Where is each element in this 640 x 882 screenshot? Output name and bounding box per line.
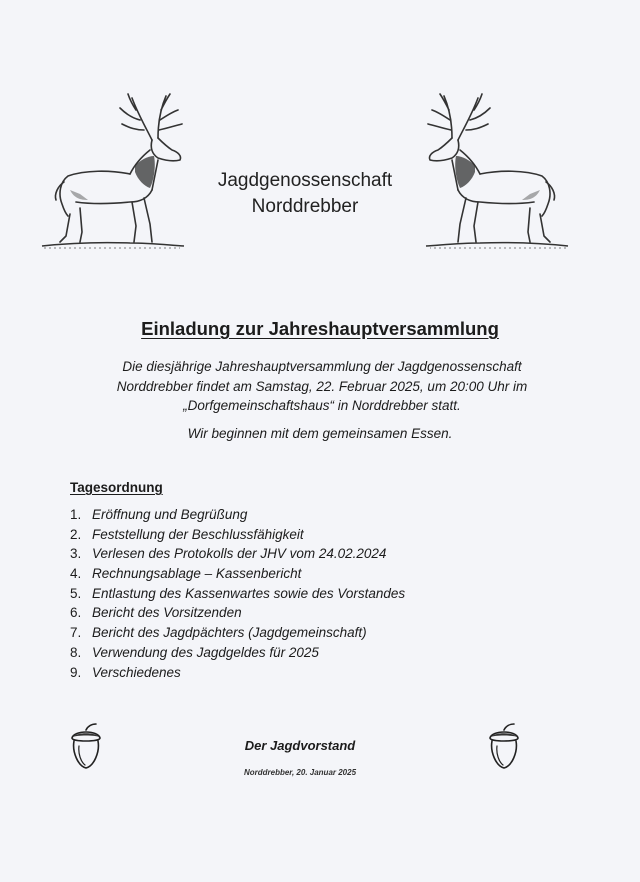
meal-note: Wir beginnen mit dem gemeinsamen Essen. — [187, 426, 453, 441]
agenda-item — [70, 663, 405, 683]
intro-line-3: „Dorfgemeinschaftshaus“ in Norddrebber statt. — [183, 398, 461, 413]
agenda-item-text: Entlastung des Kassenwartes sowie des Vorstandes — [92, 585, 406, 601]
agenda-item — [70, 603, 405, 623]
agenda-item-text: Verwendung des Jagdgeldes für 2025 — [92, 644, 319, 660]
agenda-item-text: Rechnungsablage – Kassenbericht — [92, 566, 302, 582]
agenda-item — [70, 643, 405, 663]
agenda-heading: Tagesordnung — [70, 480, 163, 495]
agenda-item-number: 2. — [70, 526, 82, 542]
agenda-item-text: Bericht des Vorsitzenden — [92, 605, 242, 621]
agenda-item-number: 6. — [70, 605, 82, 621]
agenda-item-number: 1. — [70, 507, 82, 522]
stag-right-icon — [425, 90, 570, 250]
intro-paragraph — [62, 357, 582, 416]
intro-line-1: Die diesjährige Jahreshauptversammlung der Jagdgenossenschaft — [122, 359, 522, 374]
agenda-item-text: Verlesen des Protokolls der JHV vom 24.02.2024 — [92, 546, 387, 562]
agenda-item-number: 8. — [70, 644, 82, 660]
agenda-item-number: 4. — [70, 566, 82, 582]
acorn-right-icon — [484, 722, 524, 770]
agenda-item — [70, 505, 405, 525]
agenda-item — [70, 623, 405, 643]
agenda-list — [70, 505, 405, 682]
place-date: Norddrebber, 20. Januar 2025 — [243, 768, 357, 777]
agenda-item-text: Eröffnung und Begrüßung — [92, 507, 248, 522]
intro-line-2: Norddrebber findet am Samstag, 22. Februar 2025, um 20:00 Uhr im — [116, 378, 528, 394]
signature-text: Der Jagdvorstand — [244, 738, 356, 753]
org-line-2: Norddrebber — [251, 196, 359, 217]
agenda-item — [70, 584, 405, 604]
stag-left-icon — [40, 90, 185, 250]
agenda-item-number: 9. — [70, 664, 82, 680]
agenda-item-number: 3. — [70, 546, 82, 562]
agenda-item-text: Verschiedenes — [92, 664, 181, 680]
agenda-item — [70, 564, 405, 584]
document-title: Einladung zur Jahreshauptversammlung — [141, 318, 499, 339]
agenda-item — [70, 544, 405, 564]
agenda-item-text: Bericht des Jagdpächters (Jagdgemeinschaft) — [92, 625, 367, 641]
agenda-item-text: Feststellung der Beschlussfähigkeit — [92, 526, 304, 542]
agenda-item — [70, 525, 405, 545]
org-line-1: Jagdgenossenschaft — [217, 170, 393, 191]
organization-name — [190, 168, 420, 220]
agenda-item-number: 5. — [70, 585, 82, 601]
agenda-item-number: 7. — [70, 625, 82, 641]
